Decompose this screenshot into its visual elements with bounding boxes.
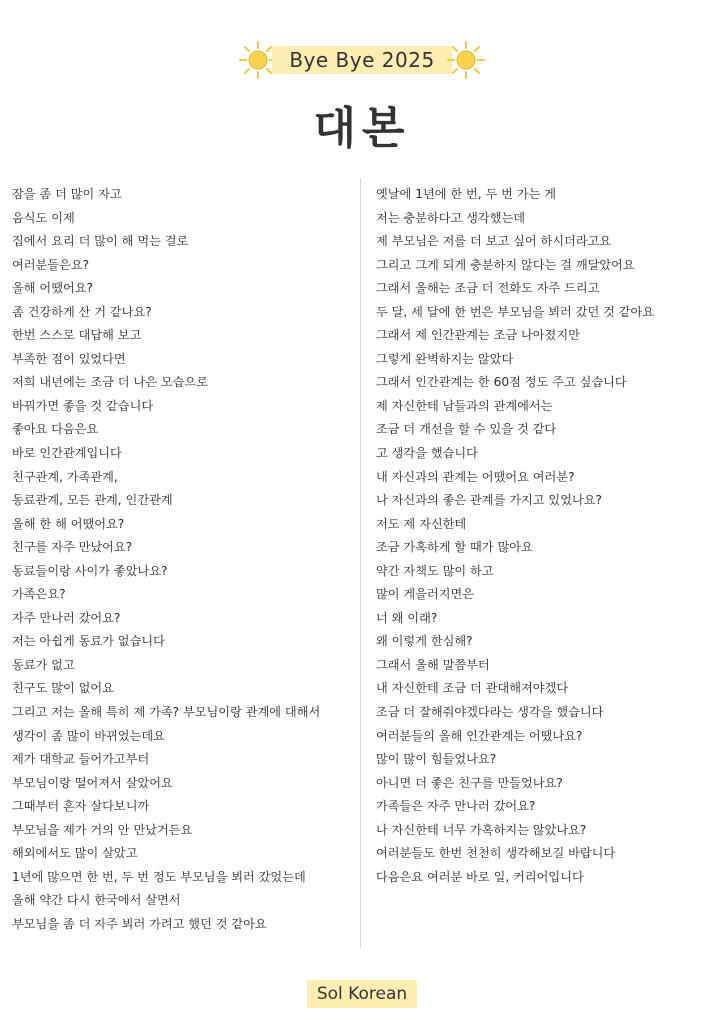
script-line: 그때부터 혼자 살다보니까	[12, 799, 150, 814]
script-line: 그리고 그게 되게 충분하지 않다는 걸 깨달았어요	[376, 257, 635, 272]
banner-text: Bye Bye 2025	[272, 46, 452, 74]
script-line: 올해 한 해 어땠어요?	[12, 516, 125, 531]
script-line: 그리고 저는 올해 특히 제 가족? 부모님이랑 관계에 대해서	[12, 705, 321, 720]
script-line: 다음은요 여러분 바로 일, 커리어입니다	[376, 869, 584, 884]
footer-brand: Sol Korean	[307, 980, 417, 1008]
script-line: 조금 더 개선을 할 수 있을 것 같다	[376, 422, 557, 437]
script-line: 올해 어땠어요?	[12, 281, 93, 296]
script-line: 제 자신한테 남들과의 관계에서는	[376, 398, 553, 413]
script-line: 저희 내년에는 조금 더 나은 모습으로	[12, 375, 208, 390]
script-line: 내 자신한테 조금 더 관대해져야겠다	[376, 681, 569, 696]
script-line: 조금 가혹하게 할 때가 많아요	[376, 540, 533, 555]
script-line: 한번 스스로 대답해 보고	[12, 328, 142, 343]
script-line: 집에서 요리 더 많이 해 먹는 걸로	[12, 234, 189, 249]
script-line: 부모님이랑 떨어져서 살았어요	[12, 775, 173, 790]
script-line: 많이 게을러지면은	[376, 587, 475, 602]
script-line: 저는 충분하다고 생각했는데	[376, 210, 526, 225]
script-line: 제 부모님은 저를 더 보고 싶어 하시더라고요	[376, 234, 612, 249]
script-line: 여러분들의 올해 인간관계는 어땠나요?	[376, 728, 583, 743]
title-banner	[250, 38, 474, 82]
script-line: 약간 자책도 많이 하고	[376, 563, 494, 578]
script-line: 두 달, 세 달에 한 번은 부모님을 뵈러 갔던 것 같아요	[376, 304, 655, 319]
script-line: 부모님을 좀 더 자주 뵈러 가려고 했던 것 같아요	[12, 916, 267, 931]
script-line: 동료관계, 모든 관계, 인간관계	[12, 493, 173, 508]
script-line: 왜 이렇게 한심해?	[376, 634, 473, 649]
script-line: 자주 만나러 갔어요?	[12, 610, 121, 625]
script-column-left	[12, 183, 352, 937]
script-line: 해외에서도 많이 살았고	[12, 846, 138, 861]
script-line: 부모님을 제가 거의 안 만났거든요	[12, 822, 193, 837]
script-line: 가족은요?	[12, 587, 66, 602]
script-line: 아니면 더 좋은 친구를 만들었나요?	[376, 775, 563, 790]
script-line: 생각이 좀 많이 바뀌었는데요	[12, 728, 165, 743]
script-line: 여러분들도 한번 천천히 생각해보길 바랍니다	[376, 846, 616, 861]
script-line: 그래서 인간관계는 한 60점 정도 주고 싶습니다	[376, 375, 627, 390]
script-line: 부족한 점이 있었다면	[12, 351, 126, 366]
script-line: 제가 대학교 들어가고부터	[12, 752, 150, 767]
script-line: 저도 제 자신한테	[376, 516, 467, 531]
script-line: 나 자신한테 너무 가혹하지는 않았나요?	[376, 822, 587, 837]
script-line: 바로 인간관계입니다	[12, 446, 122, 461]
script-line: 동료들이랑 사이가 좋았나요?	[12, 563, 168, 578]
script-line: 조금 더 잘해줘야겠다라는 생각을 했습니다	[376, 705, 604, 720]
script-line: 그렇게 완벽하지는 않았다	[376, 351, 514, 366]
script-line: 올해 약간 다시 한국에서 살면서	[12, 893, 181, 908]
script-line: 음식도 이제	[12, 210, 75, 225]
script-line: 저는 아쉽게 동료가 없습니다	[12, 634, 165, 649]
script-line: 나 자신과의 좋은 관계를 가지고 있었나요?	[376, 493, 602, 508]
script-line: 너 왜 이래?	[376, 610, 438, 625]
script-line: 바꿔가면 좋을 것 같습니다	[12, 398, 154, 413]
script-line: 1년에 많으면 한 번, 두 번 정도 부모님을 뵈러 갔었는데	[12, 869, 306, 884]
script-line: 친구도 많이 없어요	[12, 681, 114, 696]
script-line: 친구를 자주 만났어요?	[12, 540, 133, 555]
script-line: 친구관계, 가족관계,	[12, 469, 118, 484]
script-column-right	[376, 183, 716, 889]
script-line: 잠을 좀 더 많이 자고	[12, 187, 122, 201]
script-line: 그래서 올해 말쯤부터	[376, 657, 490, 672]
page-title: 대본	[313, 103, 411, 154]
script-line: 좀 건강하게 산 거 같나요?	[12, 304, 152, 319]
script-line: 많이 많이 힘들었나요?	[376, 752, 497, 767]
script-line: 그래서 올해는 조금 더 전화도 자주 드리고	[376, 281, 600, 296]
script-line: 옛날에 1년에 한 번, 두 번 가는 게	[376, 187, 557, 201]
script-line: 내 자신과의 관계는 어땠어요 여러분?	[376, 469, 575, 484]
sun-icon	[446, 40, 486, 80]
script-line: 가족들은 자주 만나러 갔어요?	[376, 799, 536, 814]
page-header	[0, 0, 724, 165]
script-line: 좋아요 다음은요	[12, 422, 99, 437]
script-line: 동료가 없고	[12, 657, 75, 672]
column-divider	[360, 178, 361, 948]
script-line: 그래서 제 인간관계는 조금 나아졌지만	[376, 328, 580, 343]
script-line: 고 생각을 했습니다	[376, 446, 478, 461]
script-line: 여러분들은요?	[12, 257, 90, 272]
